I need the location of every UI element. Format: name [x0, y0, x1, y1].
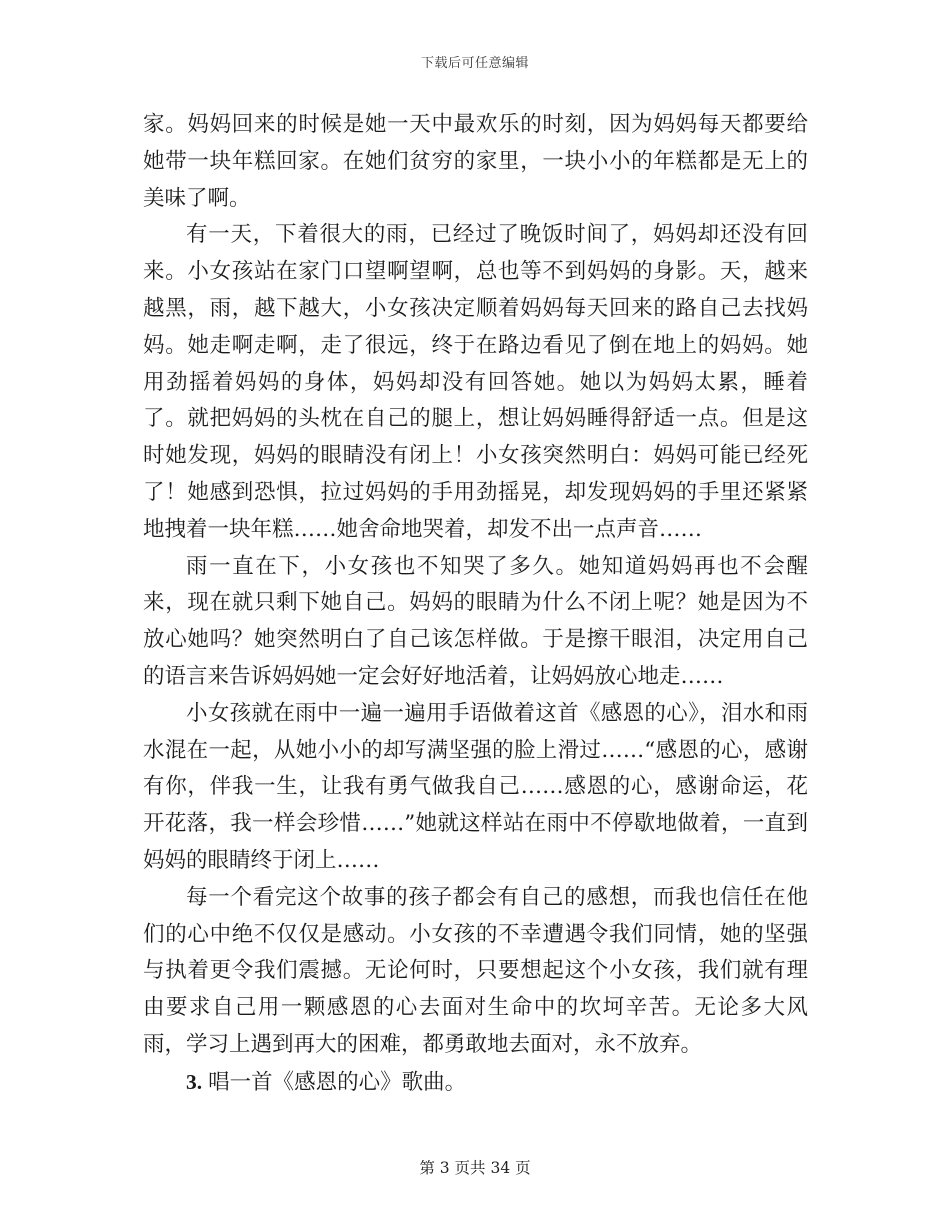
paragraph: 每一个看完这个故事的孩子都会有自己的感想，而我也信任在他们的心中绝不仅仅是感动。小女孩的不幸遭遇令我们同情，她的坚强与执着更令我们震撼。无论何时，只要想起这个小女孩，我们就有理由要求自己用一颗感恩的心去面对生命中的坎坷辛苦。无论多大风雨，学习上遇到再大的困难，都勇敢地去面对，永不放弃。 — [143, 884, 808, 1057]
list-item-3 — [143, 1064, 808, 1102]
paragraph: 雨一直在下，小女孩也不知哭了多久。她知道妈妈再也不会醒来，现在就只剩下她自己。妈妈的眼睛为什么不闭上呢？她是因为不放心她吗？她突然明白了自己该怎样做。于是擦干眼泪，决定用自己的语言来告诉妈妈她一定会好好地活着，让妈妈放心地走…… — [143, 553, 808, 689]
page-footer-number: 第 3 页共 34 页 — [419, 1159, 531, 1177]
document-body — [143, 107, 808, 1102]
list-item-number: 3. — [186, 1069, 203, 1094]
paragraph: 小女孩就在雨中一遍一遍用手语做着这首《感恩的心》，泪水和雨水混在一起，从她小小的却写满坚强的脸上滑过……“感恩的心，感谢有你，伴我一生，让我有勇气做我自己……感恩的心，感谢命运，花开花落，我一样会珍惜……”她就这样站在雨中不停歇地做着，一直到妈妈的眼睛终于闭上…… — [143, 700, 808, 873]
page-header-note: 下载后可任意编辑 — [420, 56, 529, 71]
paragraph: 有一天，下着很大的雨，已经过了晚饭时间了，妈妈却还没有回来。小女孩站在家门口望啊望啊，总也等不到妈妈的身影。天，越来越黑，雨，越下越大，小女孩决定顺着妈妈每天回来的路自己去找妈妈。她走啊走啊，走了很远，终于在路边看见了倒在地上的妈妈。她用劲摇着妈妈的身体，妈妈却没有回答她。她以为妈妈太累，睡着了。就把妈妈的头枕在自己的腿上，想让妈妈睡得舒适一点。但是这时她发现，妈妈的眼睛没有闭上！小女孩突然明白：妈妈可能已经死了！她感到恐惧，拉过妈妈的手用劲摇晃，却发现妈妈的手里还紧紧地拽着一块年糕……她舍命地哭着，却发不出一点声音…… — [143, 222, 808, 542]
paragraph-continued: 家。妈妈回来的时候是她一天中最欢乐的时刻，因为妈妈每天都要给她带一块年糕回家。在她们贫穷的家里，一块小小的年糕都是无上的美味了啊。 — [143, 112, 808, 211]
list-item-text: 唱一首《感恩的心》歌曲。 — [208, 1069, 467, 1095]
